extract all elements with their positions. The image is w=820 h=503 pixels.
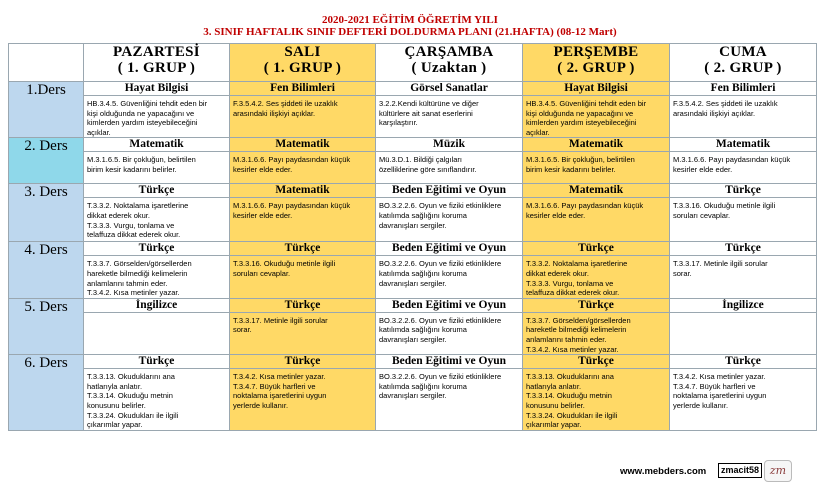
subject-name: Matematik [670,138,816,152]
outcome-text [523,198,669,220]
lesson-row [9,242,817,298]
outcome-line: Mü.3.D.1. Bildiği çalgıları [379,155,462,165]
subject-name: Matematik [523,184,669,198]
subject-name: Matematik [523,138,669,152]
outcome-line: HB.3.4.5. Güvenliğini tehdit eden bir [87,99,208,108]
subject-name: İngilizce [670,299,816,313]
outcome-line: M.3.1.6.6. Payı paydasından küçük [233,201,351,211]
zm-logo: zm [764,460,792,482]
outcome-text [230,198,375,220]
outcome-line: karşılaştırır. [379,118,418,128]
outcome-line: anlamlarını tahmin eder. [526,334,607,344]
lesson-cell [670,242,817,298]
outcome-line: yerlerde kullanır. [673,400,729,410]
outcome-line: BO.3.2.2.6. Oyun ve fiziki etkinliklere [379,259,502,269]
subject-name: Türkçe [84,184,229,198]
outcome-line: T.3.4.7. Büyük harfleri ve [233,381,316,391]
outcome-line: açıklar. [526,127,550,137]
day-header [670,44,817,82]
outcome-line: soruları cevaplar. [673,210,731,220]
author-tag: zmacit58 [718,463,762,478]
lesson-row [9,138,817,184]
outcome-line: yerlerde kullanır. [233,400,289,410]
outcome-line: T.3.3.24. Okudukları ile ilgili [87,410,179,420]
outcome-line: konusunu belirler. [526,400,585,410]
subject-name: Hayat Bilgisi [84,82,229,96]
outcome-text [84,152,229,174]
lesson-cell [523,82,670,138]
outcome-line: çıkarımlar yapar. [87,420,143,430]
outcome-text [84,369,229,430]
outcome-text [523,96,669,137]
lesson-label: 1.Ders [9,82,84,138]
outcome-text [523,313,669,354]
outcome-line: T.3.3.3. Vurgu, tonlama ve [526,278,614,288]
outcome-line: anlamlarını tahmin eder. [87,278,168,288]
lesson-cell [84,184,230,242]
subject-name: Matematik [230,184,375,198]
outcome-line: hatlarıyla anlatır. [526,381,582,391]
lesson-row [9,298,817,354]
outcome-line: davranışları sergiler. [379,334,447,344]
lesson-row [9,184,817,242]
outcome-text [376,256,522,288]
lesson-cell [230,82,376,138]
outcome-text [230,369,375,410]
outcome-line: dikkat ederek okur. [87,210,150,220]
lesson-label: 6. Ders [9,355,84,431]
outcome-line: BO.3.2.2.6. Oyun ve fiziki etkinliklere [379,315,502,325]
outcome-line: M.3.1.6.5. Bir çokluğun, belirtilen [87,155,196,165]
outcome-text [376,152,522,174]
outcome-line: kesirler elde eder. [233,210,293,220]
outcome-text [230,152,375,174]
outcome-text [523,152,669,174]
outcome-line: HB.3.4.5. Güvenliğini tehdit eden bir [526,99,647,108]
lesson-cell [523,355,670,431]
outcome-line: arasındaki ilişkiyi açıklar. [233,108,316,118]
outcome-line: katılımda sağlığını koruma [379,381,467,391]
outcome-line: hareketle bilmediği kelimelerin [87,268,188,278]
outcome-line: katılımda sağlığını koruma [379,325,467,335]
lesson-cell [523,184,670,242]
outcome-line: kesirler elde eder. [673,164,733,174]
subject-name: Beden Eğitimi ve Oyun [376,242,522,256]
outcome-line: T.3.3.2. Noktalama işaretlerine [526,259,628,269]
subject-name: Hayat Bilgisi [523,82,669,96]
outcome-line: noktalama işaretlerini uygun [673,391,767,401]
outcome-text [670,256,816,278]
lesson-cell [670,298,817,354]
subject-name: Matematik [230,138,375,152]
day-header-row [9,44,817,82]
outcome-text [230,256,375,278]
outcome-line: M.3.1.6.6. Payı paydasından küçük [526,201,644,211]
lesson-cell [523,242,670,298]
outcome-text [84,313,229,316]
outcome-text [84,198,229,239]
outcome-line: T.3.3.14. Okuduğu metnin [87,391,173,401]
outcome-line: F.3.5.4.2. Ses şiddeti ile uzaklık [233,99,338,108]
day-header [376,44,523,82]
lesson-cell [84,242,230,298]
outcome-line: T.3.3.7. Görselden/görsellerden [87,259,192,269]
subject-name: İngilizce [84,299,229,313]
outcome-line: kişi olduğunda ne yapacağını ve [87,108,195,118]
day-group: ( 1. GRUP ) [117,60,196,76]
subject-name: Türkçe [230,355,375,369]
lesson-cell [84,138,230,184]
lesson-cell [376,184,523,242]
day-name: PERŞEMBE [553,44,639,60]
day-group: ( 2. GRUP ) [704,60,782,76]
outcome-line: BO.3.2.2.6. Oyun ve fiziki etkinliklere [379,372,502,382]
subject-name: Türkçe [230,242,375,256]
outcome-line: dikkat ederek okur. [526,268,589,278]
outcome-line: T.3.3.24. Okudukları ile ilgili [526,410,618,420]
day-group: ( 1. GRUP ) [263,60,342,76]
subject-name: Türkçe [670,355,816,369]
lesson-cell [670,138,817,184]
outcome-line: M.3.1.6.6. Payı paydasından küçük [673,155,791,165]
lesson-cell [230,242,376,298]
day-name: PAZARTESİ [113,44,200,60]
weekly-plan-table [8,43,817,431]
outcome-text [230,96,375,118]
subject-name: Türkçe [230,299,375,313]
outcome-line: sorar. [233,325,252,335]
subject-name: Fen Bilimleri [670,82,816,96]
outcome-text [670,369,816,410]
lesson-label: 5. Ders [9,298,84,354]
outcome-line: BO.3.2.2.6. Oyun ve fiziki etkinliklere [379,201,502,211]
lesson-cell [670,82,817,138]
outcome-text [670,96,816,118]
outcome-line: T.3.4.2. Kısa metinler yazar. [87,288,180,298]
outcome-text [376,198,522,230]
subject-name: Türkçe [84,242,229,256]
lesson-cell [523,138,670,184]
day-name: ÇARŞAMBA [404,44,494,60]
outcome-line: T.3.3.14. Okuduğu metnin [526,391,612,401]
lesson-cell [376,298,523,354]
outcome-text [670,313,816,316]
lesson-cell [230,355,376,431]
website-link[interactable]: www.mebders.com [620,466,707,477]
subject-name: Beden Eğitimi ve Oyun [376,355,522,369]
document-title: 2020-2021 EĞİTİM ÖĞRETİM YILI [322,14,498,26]
outcome-line: arasındaki ilişkiyi açıklar. [673,108,756,118]
outcome-line: M.3.1.6.5. Bir çokluğun, belirtilen [526,155,635,165]
day-group: ( Uzaktan ) [411,60,487,76]
outcome-line: T.3.3.17. Metinle ilgili sorular [673,259,768,269]
outcome-line: telaffuza dikkat ederek okur. [87,230,181,240]
lesson-cell [376,82,523,138]
outcome-line: M.3.1.6.6. Payı paydasından küçük [233,155,351,165]
outcome-text [84,96,229,137]
outcome-text [376,369,522,401]
outcome-line: kimlerden yardım isteyebileceğini [87,118,198,128]
lesson-cell [523,298,670,354]
day-header [523,44,670,82]
lesson-cell [84,82,230,138]
lesson-cell [670,184,817,242]
outcome-line: T.3.4.7. Büyük harfleri ve [673,381,756,391]
subject-name: Türkçe [670,184,816,198]
outcome-line: T.3.3.16. Okuduğu metinle ilgili [233,259,336,269]
outcome-line: T.3.3.3. Vurgu, tonlama ve [87,220,175,230]
day-name: CUMA [719,44,767,60]
lesson-cell [84,298,230,354]
outcome-line: hatlarıyla anlatır. [87,381,143,391]
subject-name: Beden Eğitimi ve Oyun [376,184,522,198]
outcome-line: sorar. [673,268,692,278]
outcome-line: davranışları sergiler. [379,278,447,288]
outcome-line: davranışları sergiler. [379,391,447,401]
outcome-line: kesirler elde eder. [233,164,293,174]
lesson-cell [376,242,523,298]
outcome-line: katılımda sağlığını koruma [379,210,467,220]
lesson-label: 3. Ders [9,184,84,242]
outcome-line: katılımda sağlığını koruma [379,268,467,278]
outcome-line: noktalama işaretlerini uygun [233,391,327,401]
subject-name: Türkçe [84,355,229,369]
corner-cell [9,44,84,82]
outcome-line: F.3.5.4.2. Ses şiddeti ile uzaklık [673,99,778,108]
outcome-text [376,313,522,345]
outcome-line: 3.2.2.Kendi kültürüne ve diğer [379,99,479,108]
lesson-cell [376,355,523,431]
day-name: SALI [284,44,321,60]
day-header [230,44,376,82]
outcome-line: birim kesir kadarını belirler. [87,164,177,174]
lesson-cell [230,184,376,242]
outcome-line: kesirler elde eder. [526,210,586,220]
outcome-text [523,369,669,430]
outcome-line: telaffuza dikkat ederek okur. [526,288,620,298]
lesson-cell [230,298,376,354]
outcome-text [670,198,816,220]
subject-name: Türkçe [523,299,669,313]
subject-name: Türkçe [523,355,669,369]
lesson-row [9,82,817,138]
subject-name: Türkçe [670,242,816,256]
outcome-line: özelliklerine göre sınıflandırır. [379,164,477,174]
outcome-line: T.3.3.13. Okuduklarını ana [87,372,175,382]
outcome-text [376,96,522,128]
outcome-line: kimlerden yardım isteyebileceğini [526,118,637,128]
subject-name: Matematik [84,138,229,152]
outcome-text [523,256,669,297]
outcome-line: kültürlere ait sanat eserlerini [379,108,473,118]
lesson-cell [670,355,817,431]
document-subtitle: 3. SINIF HAFTALIK SINIF DEFTERİ DOLDURMA PLANI (21.HAFTA) (08-12 Mart) [203,26,617,38]
outcome-line: davranışları sergiler. [379,220,447,230]
subject-name: Türkçe [523,242,669,256]
outcome-line: T.3.3.13. Okuduklarını ana [526,372,614,382]
lesson-cell [84,355,230,431]
lesson-label: 4. Ders [9,242,84,298]
outcome-line: T.3.3.16. Okuduğu metinle ilgili [673,201,776,211]
outcome-text [670,152,816,174]
outcome-line: konusunu belirler. [87,400,146,410]
outcome-line: çıkarımlar yapar. [526,420,582,430]
outcome-line: birim kesir kadarını belirler. [526,164,616,174]
lesson-row [9,355,817,431]
lesson-label: 2. Ders [9,138,84,184]
outcome-line: T.3.3.2. Noktalama işaretlerine [87,201,189,211]
outcome-line: T.3.4.2. Kısa metinler yazar. [233,372,326,382]
subject-name: Fen Bilimleri [230,82,375,96]
outcome-line: T.3.4.2. Kısa metinler yazar. [673,372,766,382]
outcome-line: T.3.3.17. Metinle ilgili sorular [233,315,328,325]
subject-name: Müzik [376,138,522,152]
outcome-line: açıklar. [87,127,111,137]
lesson-cell [230,138,376,184]
outcome-text [230,313,375,335]
subject-name: Beden Eğitimi ve Oyun [376,299,522,313]
outcome-line: kişi olduğunda ne yapacağını ve [526,108,634,118]
outcome-text [84,256,229,297]
outcome-line: T.3.4.2. Kısa metinler yazar. [526,344,619,354]
day-group: ( 2. GRUP ) [557,60,635,76]
outcome-line: T.3.3.7. Görselden/görsellerden [526,315,631,325]
outcome-line: hareketle bilmediği kelimelerin [526,325,627,335]
lesson-cell [376,138,523,184]
day-header [84,44,230,82]
outcome-line: soruları cevaplar. [233,268,291,278]
subject-name: Görsel Sanatlar [376,82,522,96]
